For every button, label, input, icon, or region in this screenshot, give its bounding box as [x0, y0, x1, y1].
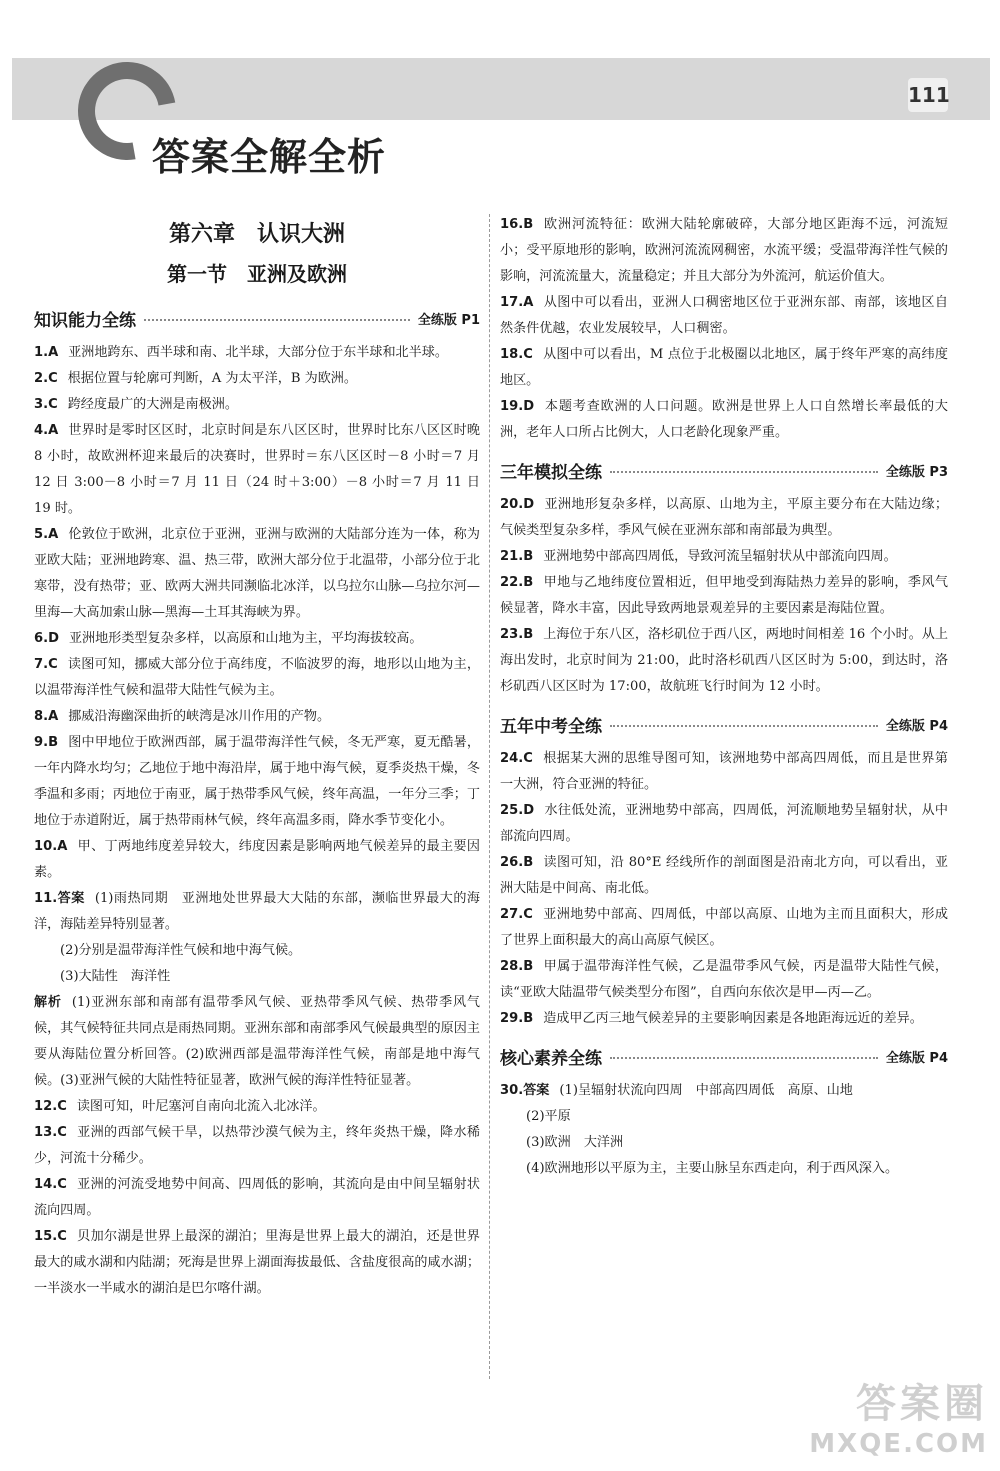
leader-dots — [610, 725, 878, 727]
section-header-ref: 全练版 P3 — [885, 464, 948, 480]
answer-item — [34, 340, 480, 366]
answer-subitem — [500, 1156, 948, 1182]
answer-item — [34, 704, 480, 730]
answer-item — [34, 626, 480, 652]
section-header-ref: 全练版 P4 — [885, 1050, 948, 1066]
section-header-ref: 全练版 P4 — [885, 718, 948, 734]
answer-text: (3)大陆性 海洋性 — [60, 969, 171, 984]
answer-item — [34, 990, 480, 1094]
answer-number: 7.C — [34, 657, 58, 672]
answer-subitem — [500, 1104, 948, 1130]
answer-number: 5.A — [34, 527, 59, 542]
answer-number: 15.C — [34, 1229, 67, 1244]
section-header-ref: 全练版 P1 — [417, 312, 480, 328]
leader-dots — [610, 471, 878, 473]
answer-number: 19.D — [500, 399, 535, 414]
answer-number: 12.C — [34, 1099, 67, 1114]
answer-item — [500, 570, 948, 622]
answer-text: (1)呈辐射状流向四周 中部高四周低 高原、山地 — [559, 1083, 853, 1098]
answer-number: 1.A — [34, 345, 59, 360]
answer-number: 21.B — [500, 549, 534, 564]
answer-item — [500, 1006, 948, 1032]
section-header — [34, 302, 480, 334]
answer-text: 亚洲地势中部高四周低，导致河流呈辐射状从中部流向四周。 — [543, 549, 897, 564]
section-header-name: 三年模拟全练 — [500, 462, 602, 483]
answer-text: (1)雨热同期 亚洲地处世界最大大陆的东部，濒临世界最大的海洋，海陆差异特别显著。 — [34, 891, 480, 932]
answer-number: 3.C — [34, 397, 58, 412]
answer-text: 世界时是零时区区时，北京时间是东八区区时，世界时比东八区区时晚 8 小时，故欧洲杯迎来最后的决赛时，世界时＝东八区区时－8 小时＝7 月 12 日 3:00－8 小时＝7 月 11 日（24 时＋3:00）－8 小时＝7 月 11 日 19 时。 — [34, 423, 480, 516]
answer-text: 水往低处流，亚洲地势中部高，四周低，河流顺地势呈辐射状，从中部流向四周。 — [500, 803, 948, 844]
answer-number: 10.A — [34, 839, 68, 854]
answer-number: 30.答案 — [500, 1083, 550, 1098]
answer-text: 甲、丁两地纬度差异较大，纬度因素是影响两地气候差异的最主要因素。 — [34, 839, 480, 880]
answer-item — [500, 342, 948, 394]
answer-item — [500, 492, 948, 544]
chapter-title: 第六章 认识大洲 — [168, 222, 345, 247]
answer-text: 亚洲地形类型复杂多样，以高原和山地为主，平均海拔较高。 — [68, 631, 423, 646]
answer-text: 图中甲地位于欧洲西部，属于温带海洋性气候，冬无严寒，夏无酷暑，一年内降水均匀；乙地位于地中海沿岸，属于地中海气候，夏季炎热干燥，冬季温和多雨；丙地位于南亚，属于热带季风气候，终年高温，一年分三季；丁地位于赤道附近，属于热带雨林气候，终年高温多雨，降水季节变化小。 — [34, 735, 480, 828]
answer-item — [500, 622, 948, 700]
answer-text: 欧洲河流特征：欧洲大陆轮廓破碎，大部分地区距海不远，河流短小；受平原地形的影响，欧洲河流流网稠密，水流平缓；受温带海洋性气候的影响，河流流量大，流量稳定；并且大部分为外流河，航运价值大。 — [500, 217, 948, 284]
answer-item — [34, 366, 480, 392]
answer-number: 14.C — [34, 1177, 67, 1192]
answer-number: 解析 — [34, 995, 62, 1010]
answer-item — [34, 1120, 480, 1172]
answer-text: 从图中可以看出，M 点位于北极圈以北地区，属于终年严寒的高纬度地区。 — [500, 347, 948, 388]
answer-number: 16.B — [500, 217, 534, 232]
answer-item — [34, 730, 480, 834]
answer-number: 23.B — [500, 627, 534, 642]
answer-text: (2)分别是温带海洋性气候和地中海气候。 — [60, 943, 302, 958]
answer-number: 13.C — [34, 1125, 67, 1140]
section-title: 第一节 亚洲及欧洲 — [167, 262, 347, 286]
column-divider — [489, 214, 490, 1379]
answer-text: (1)亚洲东部和南部有温带季风气候、亚热带季风气候、热带季风气候，其气候特征共同点是雨热同期。亚洲东部和南部季风气候最典型的原因主要从海陆位置分析回答。(2)欧洲西部是温带海洋性气候，南部是地中海气候。(3)亚洲气候的大陆性特征显著，欧洲气候的海洋性特征显著。 — [34, 995, 481, 1088]
answer-item — [500, 544, 948, 570]
leader-dots — [610, 1057, 878, 1059]
answer-number: 6.D — [34, 631, 59, 646]
leader-dots — [144, 319, 410, 321]
answer-text: 甲地与乙地纬度位置相近，但甲地受到海陆热力差异的影响，季风气候显著，降水丰富，因此导致两地景观差异的主要因素是海陆位置。 — [500, 575, 948, 616]
answer-text: 亚洲的西部气候干旱，以热带沙漠气候为主，终年炎热干燥，降水稀少，河流十分稀少。 — [34, 1125, 480, 1166]
left-column — [34, 212, 480, 1302]
answer-text: (4)欧洲地形以平原为主，主要山脉呈东西走向，利于西风深入。 — [526, 1161, 899, 1176]
answer-item — [500, 1078, 948, 1104]
answer-item — [34, 392, 480, 418]
section-header-name: 五年中考全练 — [500, 716, 602, 737]
right-column — [500, 212, 948, 1182]
answer-number: 8.A — [34, 709, 59, 724]
answer-subitem — [34, 938, 480, 964]
answer-item — [34, 1172, 480, 1224]
answer-text: (2)平原 — [526, 1109, 571, 1124]
answer-text: 跨经度最广的大洲是南极洲。 — [67, 397, 238, 412]
answer-number: 24.C — [500, 751, 533, 766]
answer-item — [500, 746, 948, 798]
answer-text: 根据位置与轮廓可判断，A 为太平洋，B 为欧洲。 — [67, 371, 357, 386]
answer-item — [34, 522, 480, 626]
right-content — [500, 212, 948, 1182]
answer-text: 亚洲地跨东、西半球和南、北半球，大部分位于东半球和北半球。 — [68, 345, 448, 360]
answer-number: 20.D — [500, 497, 535, 512]
answer-text: 上海位于东八区，洛杉矶位于西八区，两地时间相差 16 个小时。从上海出发时，北京时间为 21:00，此时洛杉矶西八区区时为 5:00，到达时，洛杉矶西八区区时为 17:00，故航班飞行时间为 12 小时。 — [500, 627, 948, 694]
answer-number: 4.A — [34, 423, 59, 438]
answer-text: 甲属于温带海洋性气候，乙是温带季风气候，丙是温带大陆性气候，读“亚欧大陆温带气候类型分布图”，自西向东依次是甲—丙—乙。 — [500, 959, 948, 1000]
answer-number: 28.B — [500, 959, 534, 974]
answer-text: 本题考查欧洲的人口问题。欧洲是世界上人口自然增长率最低的大洲，老年人口所占比例大，人口老龄化现象严重。 — [500, 399, 948, 440]
answer-number: 2.C — [34, 371, 58, 386]
answer-number: 26.B — [500, 855, 534, 870]
answer-text: 造成甲乙丙三地气候差异的主要影响因素是各地距海远近的差异。 — [543, 1011, 923, 1026]
answer-number: 25.D — [500, 803, 535, 818]
answer-item — [34, 1094, 480, 1120]
answer-text: 亚洲地形复杂多样，以高原、山地为主，平原主要分布在大陆边缘；气候类型复杂多样，季风气候在亚洲东部和南部最为典型。 — [500, 497, 948, 538]
answer-item — [34, 652, 480, 704]
answer-number: 9.B — [34, 735, 59, 750]
answer-text: 读图可知，沿 80°E 经线所作的剖面图是沿南北方向，可以看出，亚洲大陆是中间高、南北低。 — [500, 855, 948, 896]
section-header — [500, 1040, 948, 1072]
answer-number: 17.A — [500, 295, 534, 310]
answer-item — [500, 798, 948, 850]
section-header — [500, 454, 948, 486]
answer-text: 伦敦位于欧洲，北京位于亚洲，亚洲与欧洲的大陆部分连为一体，称为亚欧大陆；亚洲地跨寒、温、热三带，欧洲大部分位于北温带，小部分位于北寒带，没有热带；亚、欧两大洲共同濒临北冰洋，以乌拉尔山脉—乌拉尔河—里海—大高加索山脉—黑海—土耳其海峡为界。 — [34, 527, 480, 620]
answer-text: 亚洲地势中部高、四周低，中部以高原、山地为主而且面积大，形成了世界上面积最大的高山高原气候区。 — [500, 907, 948, 948]
answer-number: 22.B — [500, 575, 534, 590]
page-title: 答案全解全析 — [152, 135, 387, 179]
answer-item — [34, 886, 480, 938]
answer-number: 18.C — [500, 347, 533, 362]
section-header-name: 核心素养全练 — [500, 1048, 602, 1069]
watermark-url: MXQE.COM — [809, 1429, 988, 1459]
answer-item — [500, 850, 948, 902]
section-header — [500, 708, 948, 740]
answer-item — [34, 834, 480, 886]
watermark — [809, 1372, 988, 1459]
answer-text: 读图可知，叶尼塞河自南向北流入北冰洋。 — [76, 1099, 326, 1114]
section-header-name: 知识能力全练 — [34, 310, 136, 331]
answer-item — [34, 418, 480, 522]
answer-text: 挪威沿海幽深曲折的峡湾是冰川作用的产物。 — [68, 709, 331, 724]
answer-item — [500, 212, 948, 290]
answer-text: 读图可知，挪威大部分位于高纬度，不临波罗的海，地形以山地为主，以温带海洋性气候和温带大陆性气候为主。 — [34, 657, 480, 698]
answer-number: 27.C — [500, 907, 533, 922]
answer-number: 11.答案 — [34, 891, 85, 906]
answer-text: 亚洲的河流受地势中间高、四周低的影响，其流向是由中间呈辐射状流向四周。 — [34, 1177, 480, 1218]
answer-item — [500, 902, 948, 954]
answer-item — [500, 290, 948, 342]
answer-text: 根据某大洲的思维导图可知，该洲地势中部高四周低，而且是世界第一大洲，符合亚洲的特征。 — [500, 751, 948, 792]
answer-subitem — [500, 1130, 948, 1156]
answer-text: 从图中可以看出，亚洲人口稠密地区位于亚洲东部、南部，该地区自然条件优越，农业发展较早，人口稠密。 — [500, 295, 948, 336]
answer-text: (3)欧洲 大洋洲 — [526, 1135, 624, 1150]
answer-item — [500, 954, 948, 1006]
page-number: 111 — [908, 78, 948, 112]
answer-text: 贝加尔湖是世界上最深的湖泊；里海是世界上最大的湖泊，还是世界最大的咸水湖和内陆湖；死海是世界上湖面海拔最低、含盐度很高的咸水湖；一半淡水一半咸水的湖泊是巴尔喀什湖。 — [34, 1229, 480, 1296]
watermark-logo: 答案圈 — [856, 1381, 988, 1427]
answer-subitem — [34, 964, 480, 990]
answer-item — [34, 1224, 480, 1302]
left-content — [34, 302, 480, 1302]
answer-number: 29.B — [500, 1011, 534, 1026]
answer-item — [500, 394, 948, 446]
